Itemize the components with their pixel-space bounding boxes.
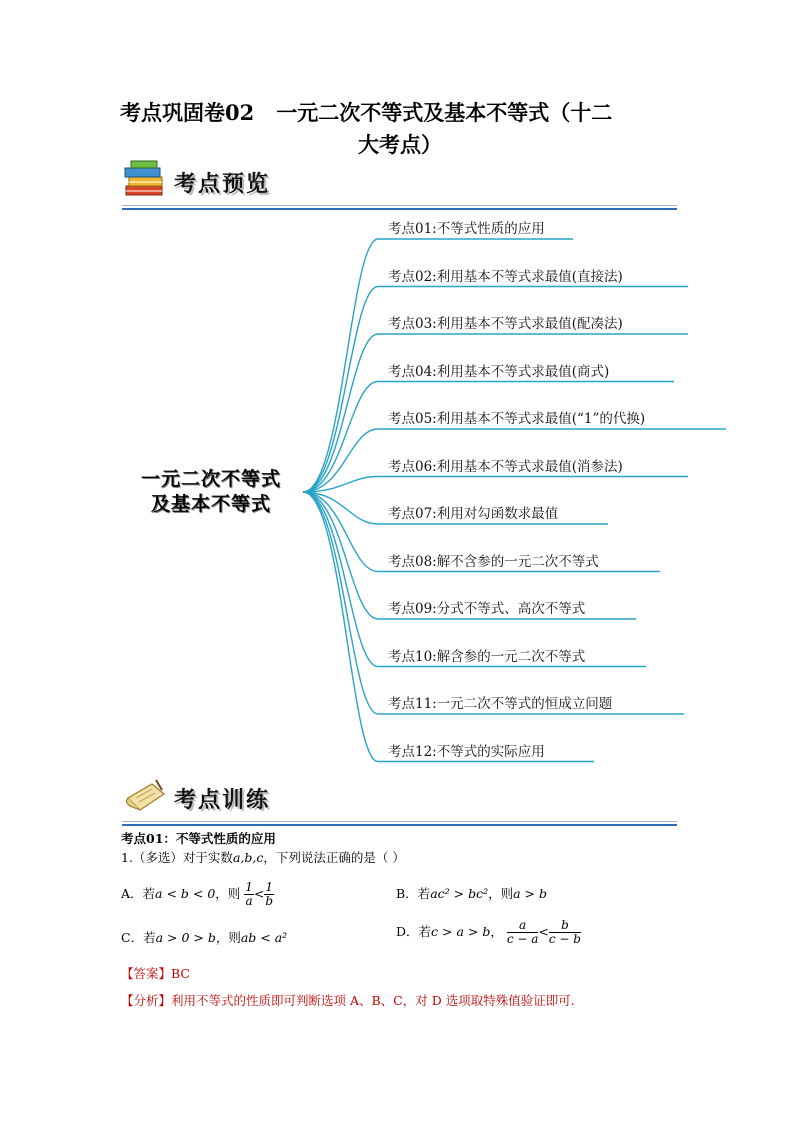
question-stem	[121, 848, 405, 866]
document-title	[120, 97, 680, 161]
mindmap-branch-07: 考点07:利用对勾函数求最值	[388, 506, 559, 522]
stem-text: 1.（多选）对于实数	[121, 850, 233, 865]
option-b-label: B．若	[396, 886, 431, 901]
stem-text-end: ，下列说法正确的是（ ）	[263, 850, 405, 865]
branch-connector	[303, 429, 378, 492]
center-line-2: 及基本不等式	[150, 493, 271, 515]
mindmap-branch-11: 考点11:一元二次不等式的恒成立问题	[388, 696, 613, 712]
mindmap-branch-08: 考点08:解不含参的一元二次不等式	[388, 553, 599, 570]
scroll-icon	[122, 776, 168, 816]
option-b-then: ，则	[488, 886, 514, 901]
frac-num: 1	[265, 880, 274, 894]
mindmap-branch-05: 考点05:利用基本不等式求最值(“1”的代换)	[388, 411, 646, 427]
title-topic: 一元二次不等式及基本不等式（十二	[276, 100, 613, 125]
mindmap-branch-12: 考点12:不等式的实际应用	[388, 743, 545, 760]
branch-connector	[303, 239, 378, 492]
header-rule-thin	[122, 821, 677, 822]
option-c	[121, 928, 287, 946]
option-d-then: ，	[490, 924, 503, 939]
frac-num: a	[507, 919, 539, 933]
option-c-condition: a > 0 > b	[155, 930, 216, 945]
branch-connector	[303, 492, 378, 762]
fraction-a-over-c-minus-a	[507, 919, 539, 946]
frac-den: a	[245, 894, 253, 908]
title-code: 考点巩固卷02	[120, 100, 255, 125]
option-a-condition: a < b < 0	[155, 886, 216, 901]
option-d-label: D．若	[396, 924, 432, 939]
question-section-title: 考点01：不等式性质的应用	[121, 831, 276, 846]
header-rule	[122, 824, 677, 826]
option-b-condition: ac² > bc²	[430, 886, 489, 901]
analysis-text: 【分析】利用不等式的性质即可判断选项 A、B、C，对 D 选项取特殊值验证即可.	[121, 993, 575, 1008]
option-c-label: C．若	[121, 930, 156, 945]
option-a-label: A．若	[121, 886, 156, 901]
fraction-b-over-c-minus-b	[549, 919, 581, 946]
training-section-label: 考点训练	[174, 788, 271, 813]
answer-text: 【答案】BC	[121, 966, 190, 981]
option-c-result: ab < a²	[240, 930, 288, 945]
option-b-result: a > b	[513, 886, 547, 901]
option-d-condition: c > a > b	[431, 924, 491, 939]
mindmap-center-topic	[120, 467, 302, 517]
mindmap-branch-01: 考点01:不等式性质的应用	[388, 221, 545, 237]
mindmap-branch-06: 考点06:利用基本不等式求最值(消参法)	[388, 458, 623, 475]
branch-connector	[303, 382, 378, 493]
frac-num: b	[549, 919, 581, 933]
option-a-then: ，则	[215, 886, 241, 901]
preview-section-label: 考点预览	[174, 172, 271, 197]
frac-den: c − b	[548, 932, 581, 946]
center-line-1: 一元二次不等式	[140, 468, 281, 490]
mindmap-branch-10: 考点10:解含参的一元二次不等式	[388, 648, 586, 665]
mindmap-branch-09: 考点09:分式不等式、高次不等式	[388, 601, 586, 617]
stem-variables: a,b,c	[232, 850, 264, 865]
title-line2: 大考点）	[358, 132, 442, 157]
frac-den: c − a	[506, 932, 539, 946]
option-a	[121, 881, 274, 908]
option-b	[396, 884, 547, 902]
mindmap-branch-02: 考点02:利用基本不等式求最值(直接法)	[388, 268, 623, 285]
training-section-header	[122, 776, 677, 826]
fraction-1-over-a	[244, 881, 254, 908]
option-d	[396, 919, 581, 946]
frac-num: 1	[245, 880, 253, 894]
less-than: <	[538, 924, 549, 939]
mindmap-branch-04: 考点04:利用基本不等式求最值(商式)	[388, 363, 610, 380]
option-c-then: ，则	[215, 930, 241, 945]
fraction-1-over-b	[264, 881, 274, 908]
mindmap-branch-03: 考点03:利用基本不等式求最值(配凑法)	[388, 316, 623, 332]
books-icon	[122, 160, 168, 200]
less-than: <	[253, 886, 265, 901]
frac-den: b	[265, 894, 274, 908]
